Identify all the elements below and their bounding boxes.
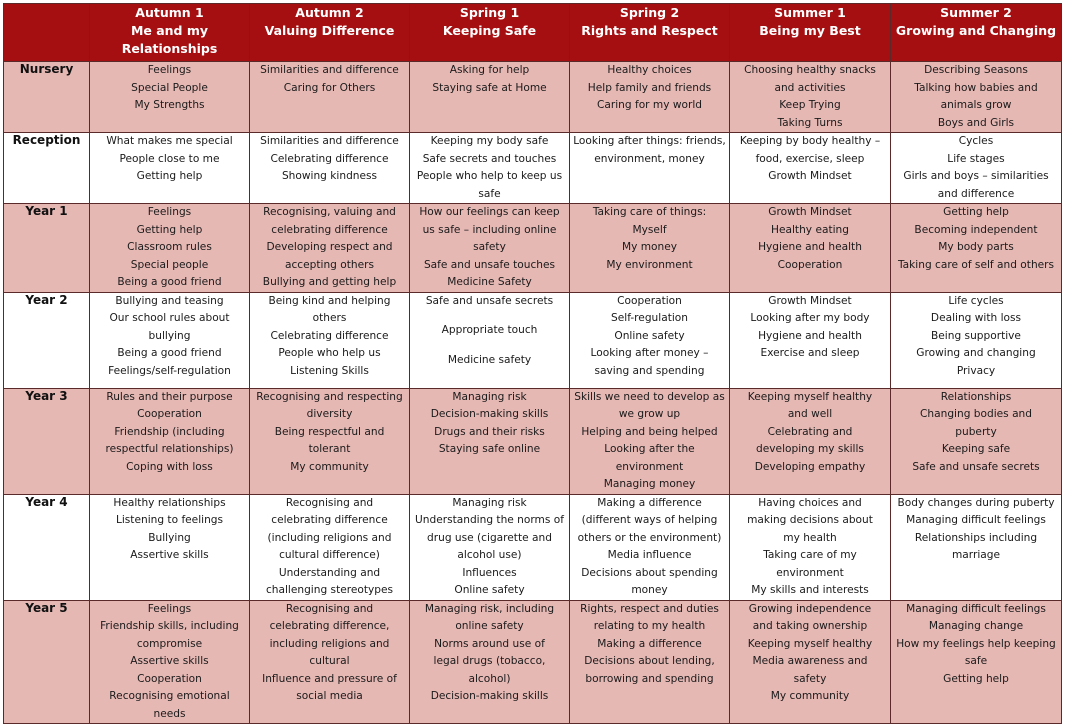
term-label: Summer 2	[940, 5, 1012, 20]
cell-summer-1	[730, 62, 891, 133]
cell-autumn-1	[90, 204, 250, 293]
cell-line: Media awareness and	[752, 655, 868, 667]
cell-line: Cooperation	[617, 294, 682, 307]
cell-line: tolerant	[308, 443, 351, 455]
term-label: Summer 1	[774, 5, 846, 20]
cell-line: My body parts	[938, 241, 1014, 253]
cell-line: Myself	[632, 223, 667, 236]
cell-line: we grow up	[618, 408, 681, 420]
cell-summer-2	[891, 600, 1062, 724]
term-label: Autumn 2	[295, 5, 364, 20]
cell-line: Life stages	[947, 152, 1005, 165]
cell-line: Medicine safety	[447, 353, 532, 366]
cell-line: Healthy choices	[607, 64, 692, 76]
header-corner-cell	[4, 4, 90, 62]
cell-line: and taking ownership	[752, 620, 868, 632]
cell-line: celebrating difference	[271, 514, 388, 526]
cell-line: Healthy eating	[771, 223, 849, 236]
cell-line: social media	[296, 690, 363, 702]
theme-label: Being my Best	[759, 23, 861, 38]
header-row	[4, 4, 1062, 62]
cell-summer-2	[891, 62, 1062, 133]
cell-line: cultural	[309, 655, 350, 667]
cell-spring-2	[570, 388, 730, 494]
cell-line: and activities	[774, 81, 846, 94]
cell-line: Keep Trying	[779, 99, 841, 111]
cell-line: borrowing and spending	[585, 672, 714, 685]
cell-line: Staying safe at Home	[432, 81, 547, 94]
cell-line: my health	[783, 531, 837, 544]
cell-line: Self-regulation	[611, 312, 688, 324]
cell-line: Keeping myself healthy	[747, 390, 873, 403]
cell-line: Taking Turns	[777, 116, 843, 129]
row-label: Year 1	[4, 204, 90, 293]
cell-line: My skills and interests	[751, 584, 869, 596]
cell-line: Staying safe online	[438, 443, 541, 455]
cell-line: respectful relationships)	[105, 443, 234, 455]
header-spring-1	[410, 4, 570, 62]
cell-summer-1	[730, 204, 891, 293]
cell-spring-1	[410, 600, 570, 724]
cell-line: Looking after things: friends,	[573, 135, 726, 147]
cell-line: others	[312, 312, 347, 324]
table-row	[4, 494, 1062, 600]
cell-line: Asking for help	[449, 64, 530, 76]
cell-line: How our feelings can keep	[419, 206, 560, 218]
cell-line: environment	[776, 566, 844, 579]
cell-line: making decisions about	[747, 514, 873, 526]
cell-line: Healthy relationships	[113, 496, 226, 509]
cell-line: Life cycles	[948, 294, 1004, 307]
cell-line: Feelings	[147, 602, 192, 615]
cell-line: Managing difficult feelings	[906, 602, 1046, 615]
cell-line: Privacy	[956, 364, 996, 377]
row-label: Year 3	[4, 388, 90, 494]
cell-line: Recognising emotional	[109, 690, 230, 702]
curriculum-table	[3, 3, 1062, 724]
cell-spring-2	[570, 494, 730, 600]
cell-line: People who help us	[278, 347, 381, 359]
cell-line: Friendship skills, including	[100, 620, 239, 632]
cell-line: Safe and unsafe secrets	[912, 460, 1040, 473]
cell-line: Similarities and difference	[260, 135, 399, 147]
cell-line: Relationships including	[914, 531, 1038, 544]
cell-line: Rights, respect and duties	[580, 602, 719, 615]
cell-spring-2	[570, 204, 730, 293]
cell-line: challenging stereotypes	[265, 584, 394, 596]
cell-line: Managing money	[603, 478, 696, 490]
cell-summer-2	[891, 292, 1062, 388]
cell-autumn-2	[250, 133, 410, 204]
cell-line: Special people	[130, 258, 209, 271]
cell-line: Managing difficult feelings	[906, 514, 1046, 526]
cell-line: safety	[793, 672, 827, 685]
cell-line: Managing risk, including	[424, 602, 555, 615]
cell-line: Feelings/self-regulation	[108, 364, 231, 377]
cell-line: Cooperation	[137, 672, 202, 685]
cell-line: diversity	[306, 408, 353, 420]
header-autumn-2	[250, 4, 410, 62]
cell-line: Taking care of things:	[592, 206, 707, 218]
cell-line: us safe – including online	[422, 223, 557, 236]
term-label: Spring 2	[619, 5, 680, 20]
cell-line: Dealing with loss	[930, 312, 1022, 324]
cell-line: Taking care of self and others	[897, 258, 1055, 271]
cell-summer-1	[730, 133, 891, 204]
cell-line: Understanding and	[278, 566, 381, 579]
header-summer-1	[730, 4, 891, 62]
cell-line: Celebrating and	[767, 425, 853, 438]
cell-line: Online safety	[614, 329, 685, 342]
cell-line: Exercise and sleep	[760, 347, 860, 359]
cell-autumn-2	[250, 292, 410, 388]
cell-autumn-1	[90, 494, 250, 600]
cell-line: celebrating difference,	[269, 620, 390, 632]
cell-spring-1	[410, 133, 570, 204]
table-row	[4, 600, 1062, 724]
cell-summer-1	[730, 600, 891, 724]
cell-line: Recognising and respecting	[256, 390, 403, 403]
header-spring-2	[570, 4, 730, 62]
cell-spring-1	[410, 62, 570, 133]
cell-line: Recognising and	[285, 602, 374, 615]
row-label: Year 4	[4, 494, 90, 600]
row-label: Nursery	[4, 62, 90, 133]
cell-line: Being supportive	[931, 329, 1021, 342]
cell-summer-2	[891, 204, 1062, 293]
term-label: Autumn 1	[135, 5, 204, 20]
cell-line: safety	[473, 241, 506, 253]
cell-line: Talking how babies and	[914, 81, 1038, 94]
cell-line: Celebrating difference	[270, 152, 389, 165]
cell-line: Online safety	[454, 584, 525, 596]
cell-line: Decisions about spending	[581, 566, 718, 579]
cell-line: My Strengths	[134, 99, 205, 111]
cell-line: Hygiene and health	[758, 241, 862, 253]
cell-summer-2	[891, 133, 1062, 204]
cell-line: Growing and changing	[916, 347, 1036, 359]
cell-line: Bullying	[148, 531, 191, 544]
cell-line: Keeping myself healthy	[747, 637, 873, 650]
cell-line: Safe and unsafe touches	[423, 258, 556, 271]
cell-line: Feelings	[147, 206, 192, 218]
cell-line: My environment	[606, 258, 693, 271]
cell-line: Safe secrets and touches	[422, 152, 557, 165]
cell-line: Hygiene and health	[758, 329, 862, 342]
cell-line: food, exercise, sleep	[755, 152, 865, 165]
cell-spring-1	[410, 292, 570, 388]
row-label: Reception	[4, 133, 90, 204]
cell-line: Relationships	[940, 390, 1012, 403]
cell-summer-1	[730, 292, 891, 388]
cell-line: Decision-making skills	[430, 408, 549, 420]
cell-line: Special People	[131, 81, 208, 94]
cell-line: developing my skills	[756, 443, 864, 455]
cell-line: bullying	[148, 329, 191, 342]
cell-autumn-1	[90, 292, 250, 388]
theme-label: Valuing Difference	[264, 23, 395, 38]
cell-line: Growth Mindset	[768, 170, 852, 182]
cell-line: legal drugs (tobacco,	[433, 655, 546, 667]
cell-line: Developing respect and	[266, 241, 393, 253]
cell-line: Making a difference	[597, 496, 702, 509]
cell-summer-2	[891, 388, 1062, 494]
cell-line: My money	[621, 241, 678, 253]
table-row	[4, 292, 1062, 388]
cell-line: Bullying and teasing	[115, 294, 224, 307]
cell-line: Helping and being helped	[581, 425, 718, 438]
cell-line: compromise	[136, 637, 203, 650]
cell-line: My community	[770, 690, 850, 702]
cell-line: Listening to feelings	[115, 514, 224, 526]
cell-line: Assertive skills	[130, 549, 209, 561]
cell-line: Caring for Others	[283, 81, 376, 94]
cell-line: Friendship (including	[114, 425, 225, 438]
cell-line: environment, money	[594, 152, 705, 165]
cell-line: Media influence	[607, 549, 692, 561]
cell-line: Becoming independent	[914, 223, 1038, 236]
cell-line: Listening Skills	[290, 364, 369, 377]
row-label: Year 5	[4, 600, 90, 724]
cell-line: What makes me special	[106, 135, 233, 147]
cell-line: celebrating difference	[271, 223, 388, 236]
cell-line: Assertive skills	[130, 655, 209, 667]
cell-line: cultural difference)	[279, 549, 380, 561]
cell-autumn-2	[250, 494, 410, 600]
cell-line: Cooperation	[137, 408, 202, 420]
cell-line: needs	[153, 707, 186, 720]
cell-line: Feelings	[147, 64, 192, 76]
cell-line: Recognising and	[285, 496, 374, 509]
cell-line: Coping with loss	[126, 460, 213, 473]
cell-line: Decisions about lending,	[584, 655, 715, 667]
cell-line: others or the environment)	[577, 531, 722, 544]
cell-autumn-1	[90, 133, 250, 204]
cell-line: Girls and boys – similarities	[903, 170, 1049, 182]
cell-spring-2	[570, 292, 730, 388]
cell-line: Bullying and getting help	[262, 276, 397, 288]
cell-autumn-1	[90, 600, 250, 724]
cell-line: Recognising, valuing and	[263, 206, 396, 218]
cell-line: alcohol)	[468, 672, 511, 685]
cell-line: safe	[478, 187, 501, 200]
table-row	[4, 133, 1062, 204]
cell-spring-2	[570, 600, 730, 724]
cell-spring-2	[570, 133, 730, 204]
cell-line: Managing change	[928, 620, 1024, 632]
cell-line: Classroom rules	[127, 241, 212, 253]
cell-line: and difference	[937, 187, 1015, 200]
cell-line: drug use (cigarette and	[427, 531, 552, 544]
cell-line: Choosing healthy snacks	[744, 64, 876, 76]
cell-line: Managing risk	[452, 496, 527, 509]
cell-line: Cooperation	[777, 258, 843, 271]
cell-line: Looking after the	[604, 443, 695, 455]
cell-line: saving and spending	[594, 364, 705, 377]
theme-label: Growing and Changing	[895, 23, 1057, 38]
cell-line: online safety	[455, 620, 524, 632]
cell-line: Norms around use of	[434, 637, 545, 650]
cell-line: Getting help	[136, 170, 203, 182]
theme-label: Me and my Relationships	[121, 23, 218, 56]
cell-line: Keeping my body safe	[430, 135, 549, 147]
cell-line: Decision-making skills	[430, 690, 549, 702]
cell-line: Cycles	[958, 135, 994, 147]
cell-autumn-2	[250, 62, 410, 133]
cell-line: Being a good friend	[117, 347, 222, 359]
cell-spring-1	[410, 388, 570, 494]
cell-line: Developing empathy	[754, 460, 866, 473]
cell-line: Similarities and difference	[260, 64, 399, 76]
cell-spring-1	[410, 204, 570, 293]
cell-line: Understanding the norms of	[415, 514, 564, 526]
cell-line: People close to me	[119, 152, 220, 165]
cell-autumn-1	[90, 388, 250, 494]
cell-line: Growing independence	[748, 602, 872, 615]
cell-line: Keeping by body healthy –	[739, 135, 881, 147]
cell-line: safe	[964, 655, 988, 667]
cell-line: Keeping safe	[941, 443, 1011, 455]
cell-summer-2	[891, 494, 1062, 600]
cell-spacer	[412, 310, 567, 322]
cell-spring-2	[570, 62, 730, 133]
cell-line: puberty	[955, 425, 997, 438]
table-row	[4, 388, 1062, 494]
cell-line: Having choices and	[758, 496, 862, 509]
cell-line: including religions and	[269, 637, 390, 650]
cell-line: Looking after my body	[750, 312, 870, 324]
cell-summer-1	[730, 388, 891, 494]
cell-line: accepting others	[284, 258, 375, 271]
cell-line: Caring for my world	[596, 99, 703, 111]
cell-line: money	[631, 584, 668, 596]
theme-label: Rights and Respect	[581, 23, 718, 38]
row-label: Year 2	[4, 292, 90, 388]
cell-line: animals grow	[940, 99, 1012, 111]
cell-line: My community	[290, 460, 369, 473]
cell-line: Getting help	[943, 672, 1009, 685]
cell-line: People who help to keep us	[416, 170, 563, 182]
cell-line: Getting help	[136, 223, 203, 236]
cell-autumn-2	[250, 204, 410, 293]
cell-line: relating to my health	[593, 620, 706, 632]
cell-line: Taking care of my	[763, 549, 857, 561]
cell-line: Boys and Girls	[937, 116, 1015, 129]
cell-line: Describing Seasons	[924, 64, 1028, 76]
cell-line: Making a difference	[597, 637, 702, 650]
cell-line: Managing risk	[452, 390, 527, 403]
cell-line: Drugs and their risks	[434, 425, 545, 438]
cell-autumn-2	[250, 388, 410, 494]
cell-line: Influences	[462, 566, 517, 579]
cell-line: How my feelings help keeping	[896, 637, 1056, 650]
cell-line: marriage	[951, 549, 1000, 561]
cell-spacer	[412, 340, 567, 352]
cell-line: Help family and friends	[587, 81, 712, 94]
cell-line: Being respectful and	[274, 425, 385, 438]
cell-line: Growth Mindset	[768, 206, 852, 218]
term-label: Spring 1	[459, 5, 520, 20]
cell-line: Being kind and helping	[268, 294, 391, 307]
cell-autumn-1	[90, 62, 250, 133]
cell-summer-1	[730, 494, 891, 600]
cell-line: Getting help	[943, 206, 1009, 218]
cell-line: and well	[787, 408, 833, 420]
cell-line: Body changes during puberty	[897, 496, 1055, 509]
cell-line: (different ways of helping	[581, 514, 718, 526]
cell-line: alcohol use)	[457, 549, 522, 561]
cell-line: Showing kindness	[281, 170, 378, 182]
cell-line: Influence and pressure of	[262, 672, 397, 685]
cell-autumn-2	[250, 600, 410, 724]
cell-line: Skills we need to develop as	[574, 390, 725, 403]
cell-line: Medicine Safety	[447, 276, 532, 288]
cell-line: (including religions and	[267, 531, 392, 544]
cell-line: Growth Mindset	[768, 294, 852, 307]
cell-line: environment	[615, 460, 684, 473]
cell-line: Looking after money –	[590, 347, 709, 359]
header-summer-2	[891, 4, 1062, 62]
cell-spring-1	[410, 494, 570, 600]
cell-line: Safe and unsafe secrets	[425, 294, 554, 307]
cell-line: Celebrating difference	[270, 329, 389, 342]
theme-label: Keeping Safe	[442, 23, 537, 38]
cell-line: Being a good friend	[117, 276, 222, 288]
cell-line: Our school rules about	[109, 312, 230, 324]
cell-line: Changing bodies and	[920, 408, 1032, 420]
table-row	[4, 62, 1062, 133]
table-row	[4, 204, 1062, 293]
cell-line: Rules and their purpose	[106, 390, 233, 403]
header-autumn-1	[90, 4, 250, 62]
cell-line: Appropriate touch	[441, 324, 538, 336]
